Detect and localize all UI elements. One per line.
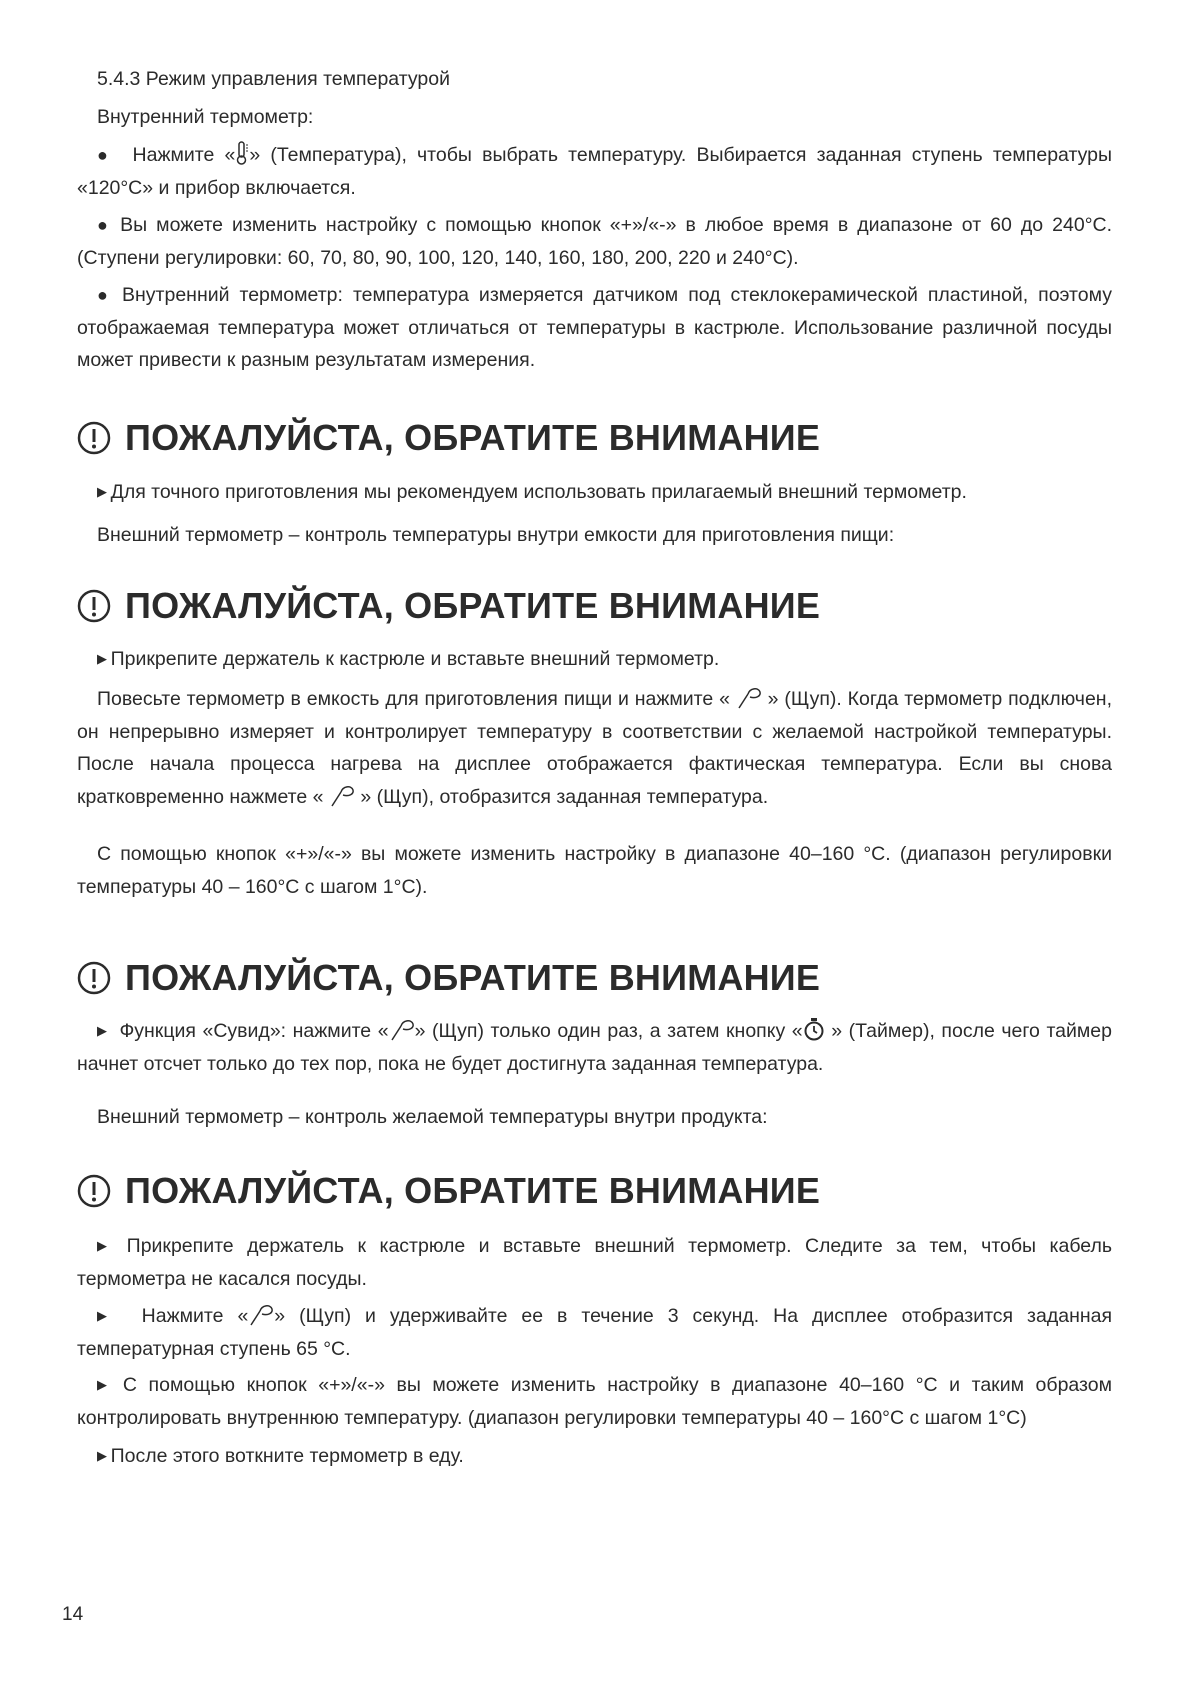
- timer-icon: [803, 1017, 825, 1041]
- probe-icon: [736, 685, 762, 709]
- exclamation-circle-icon: [77, 421, 111, 455]
- thermometer-icon: [235, 141, 249, 165]
- page-number: 14: [62, 1604, 84, 1625]
- probe-icon: [248, 1302, 274, 1326]
- notice-heading-1: [77, 412, 820, 464]
- notice-heading-3: [77, 952, 820, 1004]
- internal-bullet-3: ● Внутренний термометр: температура измеряется датчиком под стеклокерамической пластиной, поэтому отображаемая температура может отличаться от температуры в кастрюле. Использование различной посуды может привести к разным результатам измерения.: [77, 279, 1112, 377]
- notice-title: ПОЖАЛУЙСТА, ОБРАТИТЕ ВНИМАНИЕ: [125, 417, 821, 458]
- exclamation-circle-icon: [77, 1174, 111, 1208]
- notice-heading-2: [77, 580, 820, 632]
- notice-3-text: Внешний термометр – контроль желаемой температуры внутри продукта:: [97, 1106, 768, 1128]
- notice-2-paragraph-1: Повесьте термометр в емкость для приготовления пищи и нажмите « » (Щуп). Когда термометр подключен, он непрерывно измеряет и контролирует температуру в соответствии с желаемой настройкой температуры. После начала процесса нагрева на дисплее отображается фактическая температура. Если вы снова кратковременно нажмете « » (Щуп), отобразится заданная температура.: [77, 683, 1112, 813]
- notice-4-item-2: ▶ Нажмите « » (Щуп) и удерживайте ее в течение 3 секунд. На дисплее отобразится заданная температурная ступень 65 °C.: [77, 1300, 1112, 1365]
- notice-3-item: ▶ Функция «Сувид»: нажмите « » (Щуп) только один раз, а затем кнопку « » (Таймер), после чего таймер начнет отсчет только до тех пор, пока не будет достигнута заданная температура.: [77, 1015, 1112, 1080]
- probe-icon: [329, 783, 355, 807]
- section-title: 5.4.3 Режим управления температурой: [97, 68, 450, 90]
- exclamation-circle-icon: [77, 961, 111, 995]
- notice-heading-4: [77, 1165, 820, 1217]
- internal-bullet-2: ● Вы можете изменить настройку с помощью кнопок «+»/«-» в любое время в диапазоне от 60 до 240°C. (Ступени регулировки: 60, 70, 80, 90, 100, 120, 140, 160, 180, 200, 220 и 240°C).: [77, 209, 1112, 274]
- notice-1-item: ▶ Для точного приготовления мы рекомендуем использовать прилагаемый внешний термометр.: [77, 476, 1112, 509]
- notice-title: ПОЖАЛУЙСТА, ОБРАТИТЕ ВНИМАНИЕ: [125, 585, 821, 626]
- internal-bullet-1: ● Нажмите « » (Температура), чтобы выбрать температуру. Выбирается заданная ступень температуры «120°C» и прибор включается.: [77, 139, 1112, 204]
- probe-icon: [389, 1017, 415, 1041]
- internal-heading: Внутренний термометр:: [97, 106, 314, 128]
- notice-title: ПОЖАЛУЙСТА, ОБРАТИТЕ ВНИМАНИЕ: [125, 957, 821, 998]
- notice-title: ПОЖАЛУЙСТА, ОБРАТИТЕ ВНИМАНИЕ: [125, 1170, 821, 1211]
- notice-4-item-1: ▶ Прикрепите держатель к кастрюле и вставьте внешний термометр. Следите за тем, чтобы кабель термометра не касался посуды.: [77, 1230, 1112, 1295]
- notice-2-item: ▶ Прикрепите держатель к кастрюле и вставьте внешний термометр.: [77, 643, 1112, 676]
- notice-4-item-3: ▶ С помощью кнопок «+»/«-» вы можете изменить настройку в диапазоне 40–160 °C и таким образом контролировать внутреннюю температуру. (диапазон регулировки температуры 40 – 160°C с шагом 1°C): [77, 1369, 1112, 1434]
- notice-2-paragraph-2: С помощью кнопок «+»/«-» вы можете изменить настройку в диапазоне 40–160 °C. (диапазон регулировки температуры 40 – 160°C с шагом 1°C).: [77, 843, 1112, 898]
- notice-1-text: Внешний термометр – контроль температуры внутри емкости для приготовления пищи:: [97, 524, 895, 546]
- exclamation-circle-icon: [77, 589, 111, 623]
- notice-4-item-4: ▶ После этого воткните термометр в еду.: [77, 1440, 1112, 1473]
